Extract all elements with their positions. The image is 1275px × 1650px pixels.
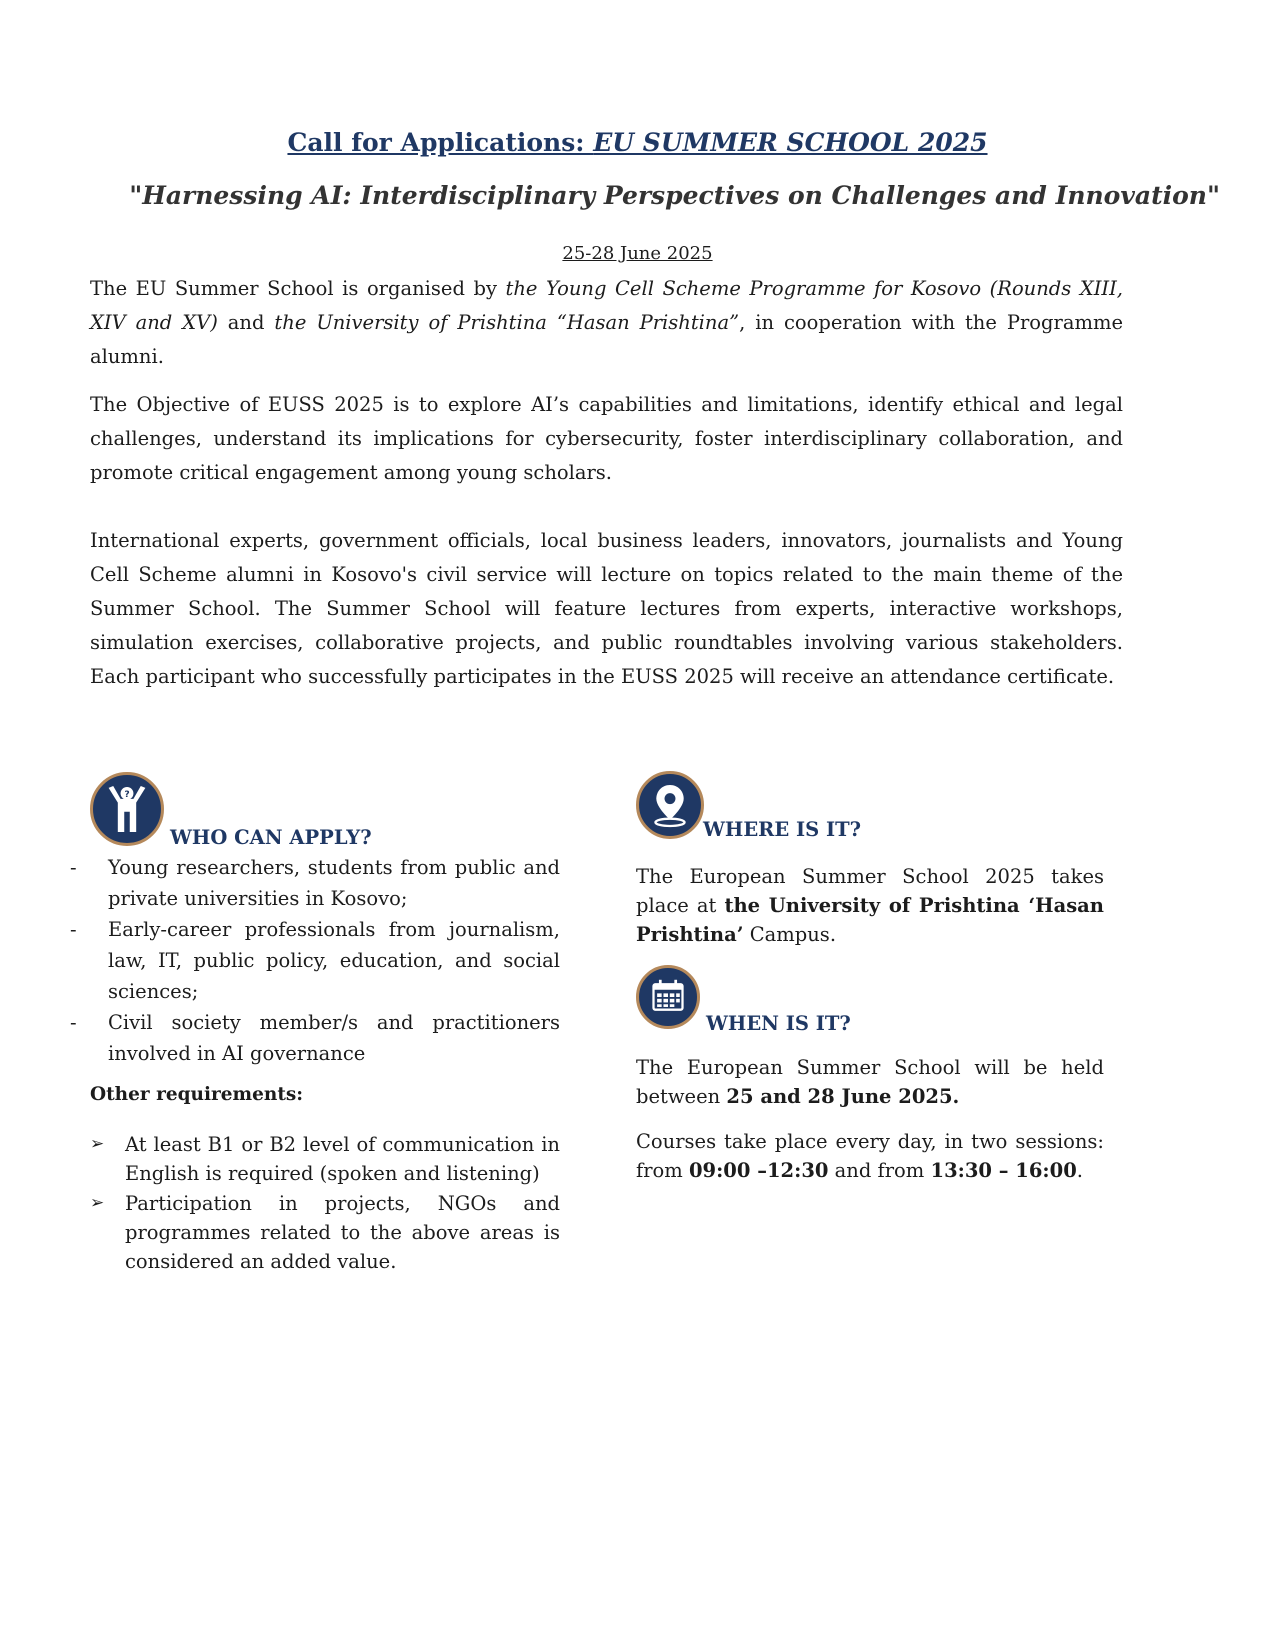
intro-paragraph-objective: The Objective of EUSS 2025 is to explore AI’s capabilities and limitations, identify ethical and legal challenges, understand its implications for cybersecurity, foster interdisciplinary collaboration, and promote critical engagement among young scholars. — [90, 393, 1123, 484]
location-pin-icon — [636, 771, 704, 839]
where-is-it-heading: WHERE IS IT? — [703, 818, 862, 841]
venue-name: the University of Prishtina ‘Hasan Prishtina’ — [636, 894, 1104, 946]
page-title — [0, 128, 1275, 157]
svg-text:?: ? — [124, 789, 130, 801]
applicant-list — [70, 852, 560, 1069]
morning-session: 09:00 –12:30 — [688, 1159, 829, 1182]
list-item — [90, 1130, 560, 1188]
requirements-list — [90, 1130, 560, 1277]
requirement-text: At least B1 or B2 level of communication in English is required (spoken and listening) — [125, 1133, 560, 1185]
when-dates-text — [636, 1053, 1104, 1111]
where-text-c: Campus. — [743, 923, 837, 946]
sessions-text-a: Courses take place every day, in two sessions: from — [636, 1130, 1104, 1182]
when-text-a: The European Summer School will be held between — [636, 1056, 1104, 1108]
who-can-apply-section — [70, 852, 560, 1069]
title-emphasis: EU SUMMER SCHOOL 2025 — [593, 128, 988, 157]
list-item — [70, 914, 560, 1007]
event-dates: 25-28 June 2025 — [562, 243, 713, 264]
p1-text-a: The EU Summer School is organised by — [90, 277, 506, 300]
calendar-icon — [636, 965, 700, 1029]
sessions-text-c: and from — [828, 1159, 931, 1182]
applicant-item-text: Young researchers, students from public and private universities in Kosovo; — [108, 856, 560, 910]
when-dates: 25 and 28 June 2025. — [726, 1085, 960, 1108]
arrow-bullet: ➢ — [90, 1134, 105, 1154]
when-is-it-heading: WHEN IS IT? — [706, 1012, 851, 1035]
dash-bullet: - — [70, 1011, 77, 1034]
when-sessions-text — [636, 1127, 1104, 1185]
sessions-text-e: . — [1076, 1159, 1083, 1182]
p1-text-e: , in cooperation with the Programme alumni. — [90, 311, 1123, 368]
applicant-item-text: Civil society member/s and practitioners involved in AI governance — [108, 1011, 560, 1065]
list-item — [70, 852, 560, 914]
afternoon-session: 13:30 – 16:00 — [930, 1159, 1077, 1182]
p1-university-name: the University of Prishtina “Hasan Prishtina” — [274, 311, 740, 334]
p1-text-c: and — [217, 311, 275, 334]
list-item — [70, 1007, 560, 1069]
where-text — [636, 862, 1104, 949]
dash-bullet: - — [70, 918, 77, 941]
where-text-a: The European Summer School 2025 takes place at — [636, 865, 1104, 917]
arrow-bullet: ➢ — [90, 1193, 105, 1213]
title-prefix: Call for Applications: — [287, 128, 594, 157]
p1-programme-name: the Young Cell Scheme Programme for Kosovo (Rounds XIII, XIV and XV) — [90, 277, 1124, 334]
intro-paragraph-lectures: International experts, government officials, local business leaders, innovators, journalists and Young Cell Scheme alumni in Kosovo's civil service will lecture on topics related to the main theme of the Summer School. The Summer School will feature lectures from experts, interactive workshops, simulation exercises, collaborative projects, and public roundtables involving various stakeholders. Each participant who successfully participates in the EUSS 2025 will receive an attendance certificate. — [90, 529, 1123, 688]
intro-paragraph-organisers — [90, 272, 1123, 374]
dash-bullet: - — [70, 856, 77, 879]
list-item — [90, 1189, 560, 1276]
person-question-icon — [90, 772, 164, 846]
page-subtitle: "Harnessing AI: Interdisciplinary Perspectives on Challenges and Innovation" — [129, 181, 1220, 210]
requirement-text: Participation in projects, NGOs and programmes related to the above areas is considered an added value. — [125, 1192, 560, 1273]
who-can-apply-heading: WHO CAN APPLY? — [170, 826, 372, 849]
other-requirements-heading: Other requirements: — [90, 1084, 304, 1105]
applicant-item-text: Early-career professionals from journalism, law, IT, public policy, education, and social sciences; — [108, 918, 560, 1003]
